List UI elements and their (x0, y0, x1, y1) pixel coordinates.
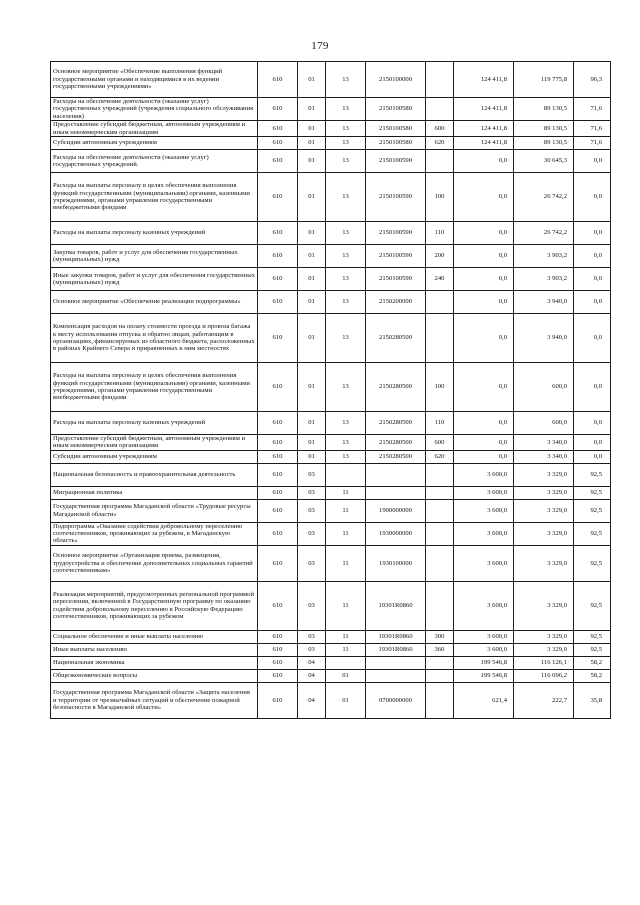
row-percent: 58,2 (574, 656, 611, 669)
row-name: Социальное обеспечение и иные выплаты населению (51, 630, 258, 643)
row-plan-amount: 3 600,0 (454, 463, 514, 486)
row-section-code: 01 (298, 244, 326, 267)
row-section-code: 03 (298, 643, 326, 656)
row-target-article: 1930000000 (366, 522, 426, 545)
row-name: Предоставление субсидий бюджетным, автономным учреждениям и иным некоммерческим организациям (51, 434, 258, 450)
row-subsection-code: 13 (326, 411, 366, 434)
row-expense-type (426, 313, 454, 362)
row-target-article: 1930100000 (366, 545, 426, 581)
row-expense-type (426, 682, 454, 718)
table-row (51, 62, 611, 98)
row-expense-type: 620 (426, 450, 454, 463)
row-subsection-code: 13 (326, 244, 366, 267)
table-row (51, 682, 611, 718)
row-target-article (366, 656, 426, 669)
row-actual-amount: 3 329,0 (514, 581, 574, 630)
row-target-article (366, 463, 426, 486)
row-name: Расходы на обеспечение деятельности (оказание услуг) государственных учреждений. (51, 149, 258, 172)
row-target-article (366, 669, 426, 682)
row-ved-code: 610 (258, 669, 298, 682)
row-target-article: 2150100590 (366, 244, 426, 267)
row-percent: 0,0 (574, 149, 611, 172)
row-target-article (366, 486, 426, 499)
row-plan-amount: 124 411,8 (454, 98, 514, 121)
row-name: Основное мероприятие «Обеспечение реализации подпрограммы» (51, 290, 258, 313)
row-section-code: 03 (298, 630, 326, 643)
row-section-code: 01 (298, 362, 326, 411)
row-expense-type (426, 62, 454, 98)
table-row (51, 411, 611, 434)
row-section-code: 04 (298, 656, 326, 669)
row-subsection-code: 13 (326, 121, 366, 137)
row-percent: 71,6 (574, 121, 611, 137)
row-subsection-code: 11 (326, 522, 366, 545)
row-expense-type (426, 290, 454, 313)
row-actual-amount: 3 329,0 (514, 522, 574, 545)
row-expense-type (426, 545, 454, 581)
row-target-article: 2150100580 (366, 136, 426, 149)
row-percent: 35,8 (574, 682, 611, 718)
row-section-code: 01 (298, 221, 326, 244)
row-percent: 0,0 (574, 172, 611, 221)
row-ved-code: 610 (258, 172, 298, 221)
row-percent: 96,3 (574, 62, 611, 98)
row-subsection-code: 13 (326, 313, 366, 362)
row-percent: 0,0 (574, 244, 611, 267)
row-actual-amount: 3 340,0 (514, 450, 574, 463)
row-section-code: 01 (298, 313, 326, 362)
table-row (51, 545, 611, 581)
table-row (51, 362, 611, 411)
row-target-article: 0700000000 (366, 682, 426, 718)
row-section-code: 01 (298, 411, 326, 434)
row-ved-code: 610 (258, 499, 298, 522)
row-ved-code: 610 (258, 411, 298, 434)
row-name: Расходы на выплаты персоналу в целях обеспечения выполнения функций государственными (муниципальными) органами, казенными учреждениями, органами управления государственными внебюджетными фондами (51, 172, 258, 221)
row-subsection-code: 13 (326, 290, 366, 313)
table-row (51, 499, 611, 522)
row-percent: 92,5 (574, 463, 611, 486)
row-expense-type: 100 (426, 362, 454, 411)
row-percent: 92,5 (574, 630, 611, 643)
row-section-code: 01 (298, 149, 326, 172)
row-expense-type: 110 (426, 411, 454, 434)
row-plan-amount: 3 600,0 (454, 522, 514, 545)
row-subsection-code: 11 (326, 581, 366, 630)
row-actual-amount: 600,0 (514, 411, 574, 434)
row-actual-amount: 30 645,3 (514, 149, 574, 172)
row-section-code: 01 (298, 121, 326, 137)
row-name: Национальная экономика (51, 656, 258, 669)
row-subsection-code: 11 (326, 630, 366, 643)
row-percent: 0,0 (574, 221, 611, 244)
row-expense-type (426, 522, 454, 545)
row-actual-amount: 3 329,0 (514, 545, 574, 581)
row-target-article: 2150100000 (366, 62, 426, 98)
row-target-article: 2150280500 (366, 362, 426, 411)
row-ved-code: 610 (258, 290, 298, 313)
row-plan-amount: 0,0 (454, 290, 514, 313)
table-row (51, 313, 611, 362)
row-section-code: 01 (298, 98, 326, 121)
row-percent: 92,5 (574, 486, 611, 499)
budget-table (50, 61, 611, 719)
row-plan-amount: 3 600,0 (454, 486, 514, 499)
row-ved-code: 610 (258, 362, 298, 411)
row-section-code: 01 (298, 290, 326, 313)
row-plan-amount: 124 411,8 (454, 62, 514, 98)
row-actual-amount: 119 775,8 (514, 62, 574, 98)
row-section-code: 03 (298, 522, 326, 545)
row-percent: 0,0 (574, 450, 611, 463)
row-plan-amount: 3 600,0 (454, 643, 514, 656)
table-row (51, 630, 611, 643)
row-percent: 0,0 (574, 362, 611, 411)
row-actual-amount: 3 903,2 (514, 244, 574, 267)
row-percent: 92,5 (574, 499, 611, 522)
row-plan-amount: 0,0 (454, 244, 514, 267)
row-subsection-code: 11 (326, 486, 366, 499)
row-plan-amount: 3 600,0 (454, 581, 514, 630)
row-target-article: 2150280500 (366, 450, 426, 463)
row-subsection-code: 13 (326, 149, 366, 172)
row-name: Подпрограмма «Оказание содействия добровольному переселению соотечественников, проживающих за рубежом, в Магаданскую область» (51, 522, 258, 545)
row-percent: 71,6 (574, 136, 611, 149)
row-actual-amount: 3 340,0 (514, 434, 574, 450)
row-name: Иные закупки товаров, работ и услуг для обеспечения государственных (муниципальных) нужд (51, 267, 258, 290)
row-section-code: 04 (298, 669, 326, 682)
row-expense-type (426, 581, 454, 630)
row-percent: 71,6 (574, 98, 611, 121)
table-row (51, 581, 611, 630)
row-name: Предоставление субсидий бюджетным, автономным учреждениям и иным некоммерческим организациям (51, 121, 258, 137)
row-plan-amount: 0,0 (454, 221, 514, 244)
row-expense-type: 620 (426, 136, 454, 149)
table-row (51, 450, 611, 463)
row-actual-amount: 3 329,0 (514, 486, 574, 499)
row-expense-type (426, 486, 454, 499)
row-subsection-code: 11 (326, 499, 366, 522)
table-row (51, 463, 611, 486)
row-percent: 92,5 (574, 643, 611, 656)
row-section-code: 01 (298, 62, 326, 98)
row-name: Основное мероприятие «Обеспечение выполнения функций государственными органами и находящимися в их ведении государственными учреждениями» (51, 62, 258, 98)
row-expense-type (426, 499, 454, 522)
row-target-article: 2150280500 (366, 411, 426, 434)
row-name: Субсидии автономным учреждениям (51, 136, 258, 149)
row-ved-code: 610 (258, 545, 298, 581)
row-actual-amount: 3 940,0 (514, 313, 574, 362)
row-plan-amount: 0,0 (454, 362, 514, 411)
budget-table-body (51, 62, 611, 719)
row-percent: 92,5 (574, 522, 611, 545)
row-name: Расходы на выплаты персоналу в целях обеспечения выполнения функций государственными (муниципальными) органами, казенными учреждениями, органами управления государственными внебюджетными фондами (51, 362, 258, 411)
row-name: Общеэкономические вопросы (51, 669, 258, 682)
row-ved-code: 610 (258, 581, 298, 630)
row-actual-amount: 3 903,2 (514, 267, 574, 290)
row-actual-amount: 600,0 (514, 362, 574, 411)
row-name: Миграционная политика (51, 486, 258, 499)
row-name: Расходы на обеспечение деятельности (оказание услуг) государственных учреждений (учреждения социального обслуживания населения) (51, 98, 258, 121)
row-subsection-code (326, 463, 366, 486)
row-percent: 0,0 (574, 313, 611, 362)
table-row (51, 172, 611, 221)
row-target-article: 2150100590 (366, 172, 426, 221)
row-section-code: 03 (298, 463, 326, 486)
row-section-code: 03 (298, 486, 326, 499)
row-ved-code: 610 (258, 313, 298, 362)
table-row (51, 643, 611, 656)
row-name: Национальная безопасность и правоохранительная деятельность (51, 463, 258, 486)
row-name: Компенсация расходов на оплату стоимости проезда и провоза багажа к месту использования отпуска и обратно лицам, работающим в организациях, финансируемых из областного бюджета, расположенных в районах Крайнего Севера и приравненных к ним местностях (51, 313, 258, 362)
row-actual-amount: 26 742,2 (514, 172, 574, 221)
row-target-article: 2150100590 (366, 149, 426, 172)
row-ved-code: 610 (258, 121, 298, 137)
row-percent: 92,5 (574, 545, 611, 581)
table-row (51, 486, 611, 499)
row-expense-type: 240 (426, 267, 454, 290)
row-plan-amount: 0,0 (454, 149, 514, 172)
row-actual-amount: 89 130,5 (514, 136, 574, 149)
row-expense-type: 110 (426, 221, 454, 244)
row-actual-amount: 116 126,1 (514, 656, 574, 669)
row-ved-code: 610 (258, 267, 298, 290)
row-plan-amount: 0,0 (454, 267, 514, 290)
row-percent: 58,2 (574, 669, 611, 682)
table-row (51, 267, 611, 290)
row-actual-amount: 3 329,0 (514, 499, 574, 522)
row-percent: 92,5 (574, 581, 611, 630)
row-section-code: 01 (298, 267, 326, 290)
row-section-code: 04 (298, 682, 326, 718)
row-target-article: 2150100580 (366, 121, 426, 137)
row-subsection-code: 01 (326, 682, 366, 718)
row-name: Субсидии автономным учреждениям (51, 450, 258, 463)
row-section-code: 03 (298, 581, 326, 630)
row-ved-code: 610 (258, 434, 298, 450)
row-name: Основное мероприятие «Организация приема, размещения, трудоустройства и обеспечение дополнительных социальных гарантий соотечественникам» (51, 545, 258, 581)
row-section-code: 01 (298, 172, 326, 221)
row-ved-code: 610 (258, 98, 298, 121)
page-number: 179 (311, 40, 329, 52)
row-actual-amount: 89 130,5 (514, 98, 574, 121)
row-expense-type (426, 669, 454, 682)
row-subsection-code: 13 (326, 362, 366, 411)
row-plan-amount: 0,0 (454, 411, 514, 434)
table-row (51, 669, 611, 682)
row-actual-amount: 3 329,0 (514, 630, 574, 643)
row-ved-code: 610 (258, 62, 298, 98)
row-target-article: 2150100590 (366, 267, 426, 290)
row-name: Реализация мероприятий, предусмотренных региональной программой переселения, включенной в Государственную программу по оказанию содействия добровольному переселению в Российскую Федерацию соотечественников, проживающих за рубежом (51, 581, 258, 630)
row-ved-code: 610 (258, 682, 298, 718)
row-percent: 0,0 (574, 290, 611, 313)
row-subsection-code: 13 (326, 136, 366, 149)
row-plan-amount: 124 411,8 (454, 121, 514, 137)
row-target-article: 19301R0860 (366, 581, 426, 630)
row-plan-amount: 0,0 (454, 450, 514, 463)
row-name: Иные выплаты населению (51, 643, 258, 656)
row-expense-type: 360 (426, 643, 454, 656)
row-ved-code: 610 (258, 522, 298, 545)
row-target-article: 2150100580 (366, 98, 426, 121)
row-subsection-code: 13 (326, 450, 366, 463)
table-row (51, 656, 611, 669)
row-target-article: 19301R0860 (366, 643, 426, 656)
row-actual-amount: 3 329,0 (514, 463, 574, 486)
table-row (51, 221, 611, 244)
row-ved-code: 610 (258, 450, 298, 463)
row-section-code: 03 (298, 499, 326, 522)
table-row (51, 522, 611, 545)
row-ved-code: 610 (258, 136, 298, 149)
row-section-code: 01 (298, 136, 326, 149)
row-target-article: 19301R0860 (366, 630, 426, 643)
row-subsection-code: 11 (326, 643, 366, 656)
row-ved-code: 610 (258, 244, 298, 267)
row-percent: 0,0 (574, 434, 611, 450)
row-ved-code: 610 (258, 656, 298, 669)
row-subsection-code: 13 (326, 267, 366, 290)
table-row (51, 121, 611, 137)
row-name: Государственная программа Магаданской области «Защита населения и территории от чрезвычайных ситуаций и обеспечение пожарной безопасности в Магаданской области» (51, 682, 258, 718)
row-ved-code: 610 (258, 149, 298, 172)
row-name: Государственная программа Магаданской области «Трудовые ресурсы Магаданской области» (51, 499, 258, 522)
row-plan-amount: 199 546,8 (454, 669, 514, 682)
row-plan-amount: 3 600,0 (454, 499, 514, 522)
row-plan-amount: 3 600,0 (454, 630, 514, 643)
table-row (51, 136, 611, 149)
row-ved-code: 610 (258, 486, 298, 499)
row-target-article: 2150200000 (366, 290, 426, 313)
row-section-code: 01 (298, 434, 326, 450)
row-actual-amount: 26 742,2 (514, 221, 574, 244)
row-actual-amount: 89 130,5 (514, 121, 574, 137)
row-expense-type: 600 (426, 434, 454, 450)
row-subsection-code (326, 656, 366, 669)
row-ved-code: 610 (258, 221, 298, 244)
row-ved-code: 610 (258, 463, 298, 486)
row-plan-amount: 199 546,8 (454, 656, 514, 669)
row-ved-code: 610 (258, 643, 298, 656)
row-plan-amount: 124 411,8 (454, 136, 514, 149)
row-expense-type: 300 (426, 630, 454, 643)
row-actual-amount: 3 940,0 (514, 290, 574, 313)
table-row (51, 434, 611, 450)
row-section-code: 01 (298, 450, 326, 463)
row-expense-type (426, 656, 454, 669)
table-row (51, 244, 611, 267)
row-actual-amount: 3 329,0 (514, 643, 574, 656)
row-expense-type: 600 (426, 121, 454, 137)
row-target-article: 2150100590 (366, 221, 426, 244)
row-ved-code: 610 (258, 630, 298, 643)
row-plan-amount: 0,0 (454, 172, 514, 221)
row-expense-type (426, 149, 454, 172)
row-subsection-code: 13 (326, 98, 366, 121)
row-percent: 0,0 (574, 411, 611, 434)
row-expense-type (426, 463, 454, 486)
row-name: Закупка товаров, работ и услуг для обеспечения государственных (муниципальных) нужд (51, 244, 258, 267)
row-actual-amount: 222,7 (514, 682, 574, 718)
row-target-article: 2150280500 (366, 434, 426, 450)
row-subsection-code: 13 (326, 221, 366, 244)
row-plan-amount: 0,0 (454, 313, 514, 362)
table-row (51, 149, 611, 172)
row-plan-amount: 3 600,0 (454, 545, 514, 581)
row-target-article: 2150280500 (366, 313, 426, 362)
row-percent: 0,0 (574, 267, 611, 290)
row-subsection-code: 01 (326, 669, 366, 682)
row-name: Расходы на выплаты персоналу казенных учреждений (51, 411, 258, 434)
row-section-code: 03 (298, 545, 326, 581)
row-expense-type: 100 (426, 172, 454, 221)
row-target-article: 1900000000 (366, 499, 426, 522)
table-row (51, 290, 611, 313)
row-actual-amount: 116 096,2 (514, 669, 574, 682)
row-name: Расходы на выплаты персоналу казенных учреждений (51, 221, 258, 244)
table-row (51, 98, 611, 121)
row-subsection-code: 13 (326, 434, 366, 450)
row-plan-amount: 621,4 (454, 682, 514, 718)
row-expense-type: 200 (426, 244, 454, 267)
row-subsection-code: 11 (326, 545, 366, 581)
row-expense-type (426, 98, 454, 121)
row-subsection-code: 13 (326, 172, 366, 221)
row-plan-amount: 0,0 (454, 434, 514, 450)
row-subsection-code: 13 (326, 62, 366, 98)
